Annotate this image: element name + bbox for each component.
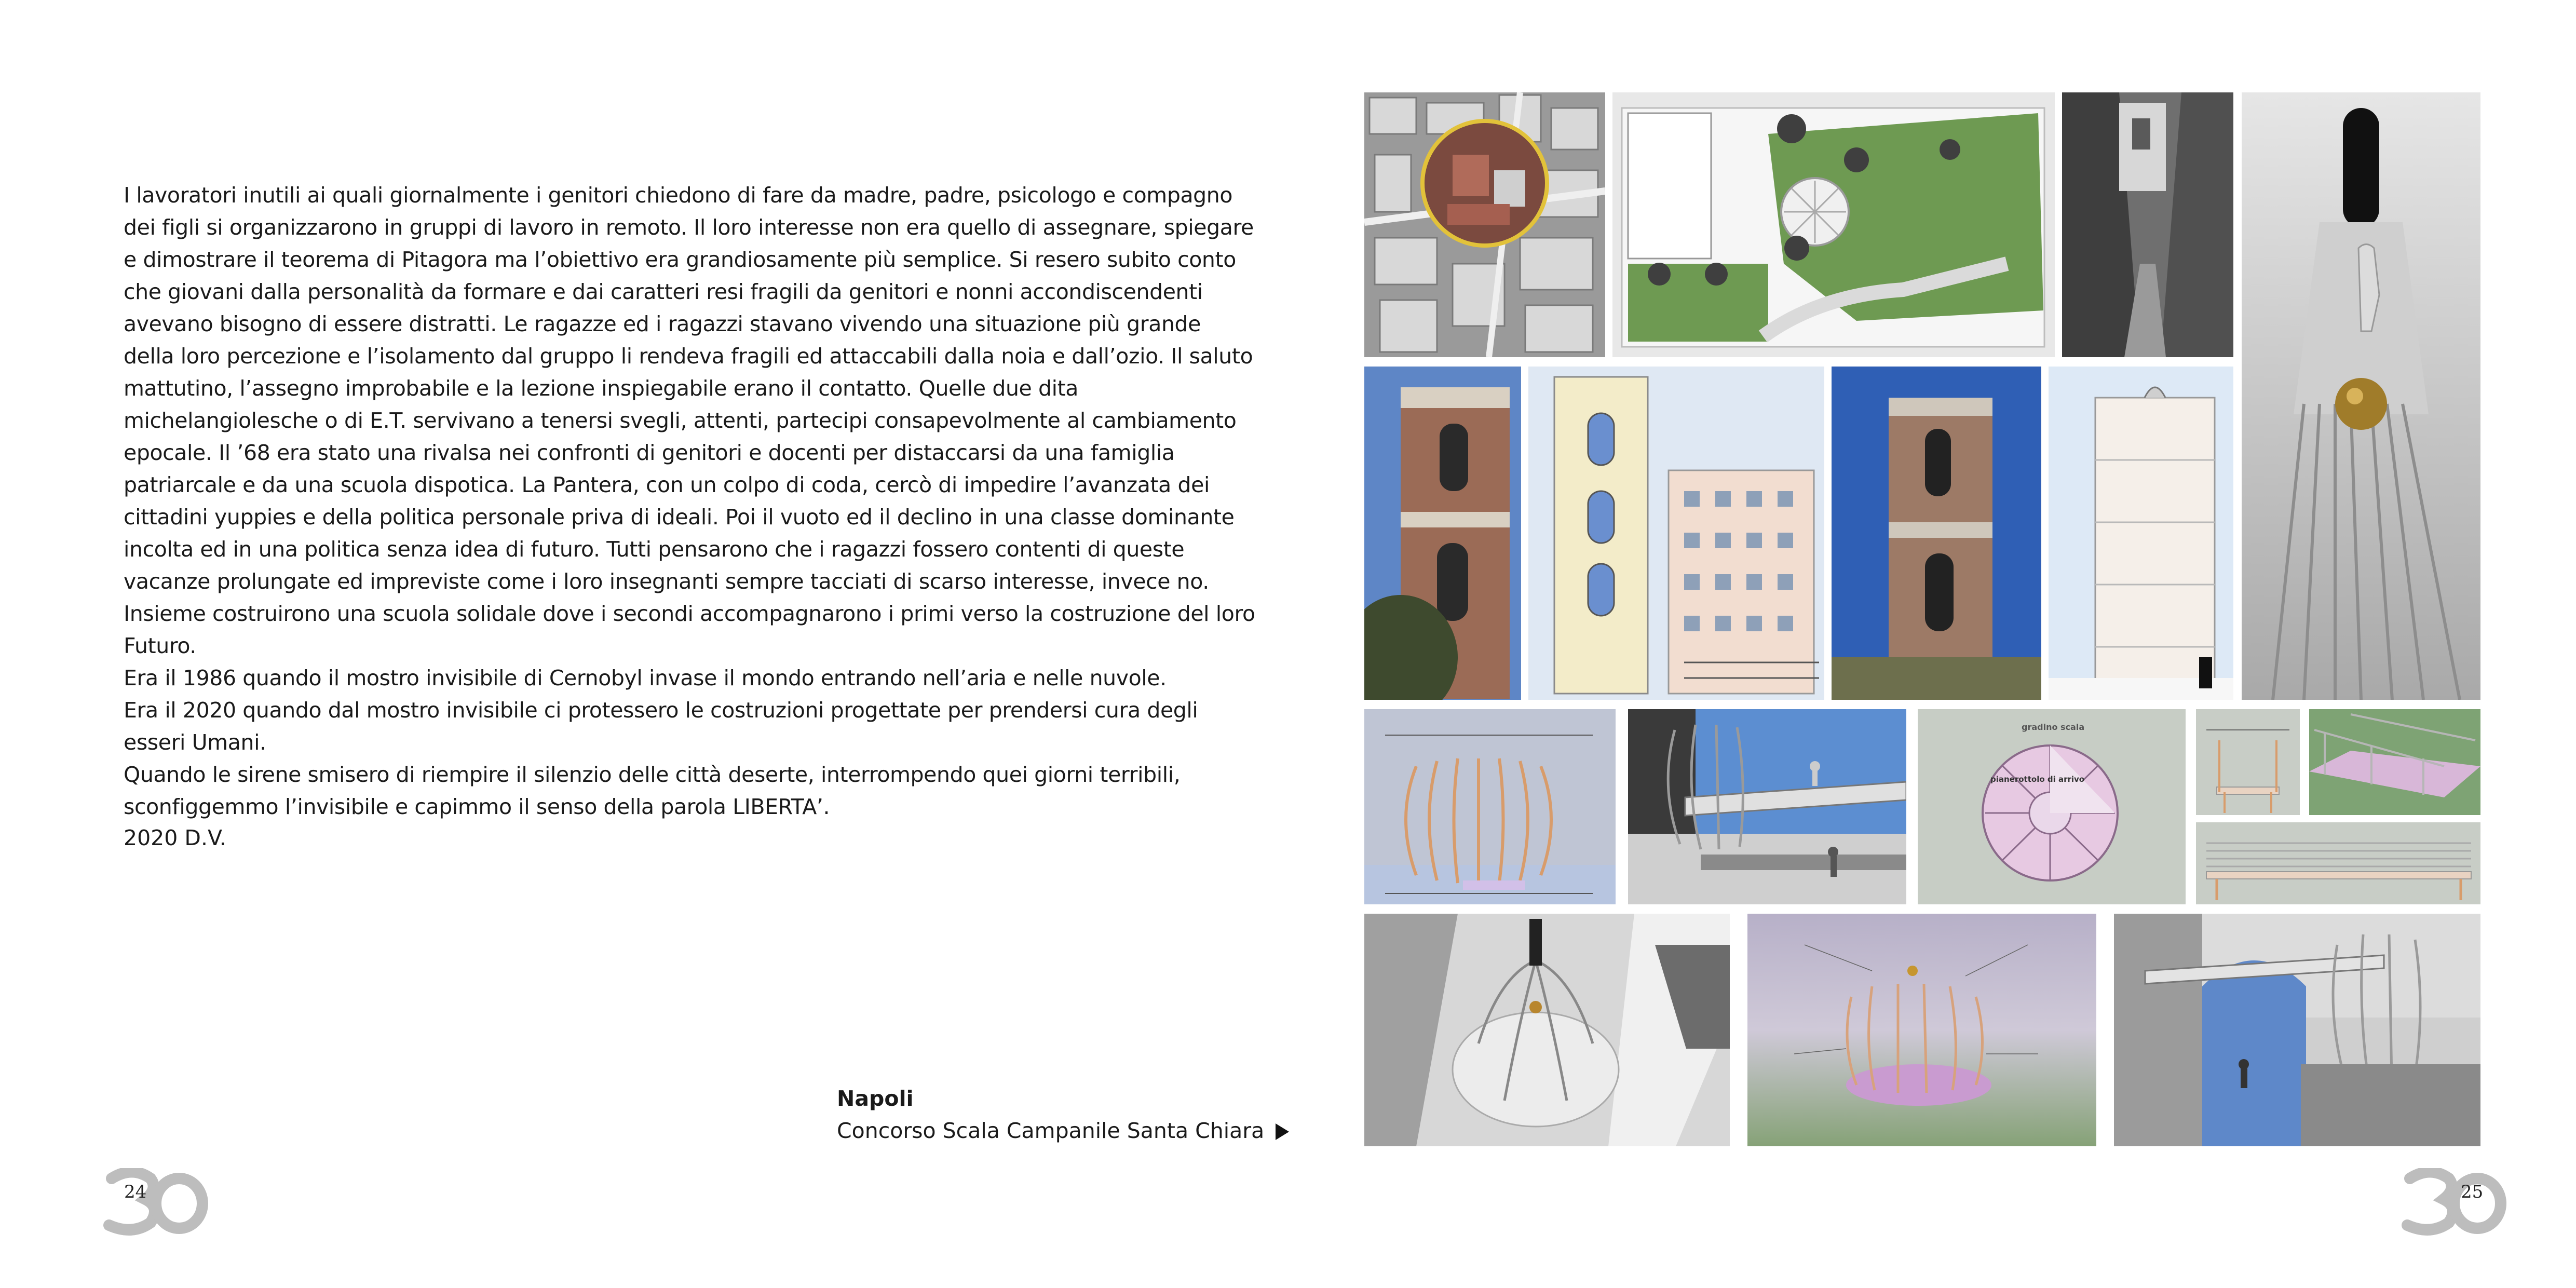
tower-model-elevation-image xyxy=(2049,367,2233,700)
signature: 2020 D.V. xyxy=(124,825,226,850)
aerial-map-image xyxy=(1364,92,1605,357)
annotated-render-image xyxy=(1747,914,2096,1146)
body-text xyxy=(124,179,1255,823)
tower-elevation-drawing xyxy=(1528,367,1824,700)
caption-project-line xyxy=(837,1115,1289,1147)
site-plan-image xyxy=(1612,92,2055,357)
page-number-right-text: 25 xyxy=(2461,1182,2484,1202)
tower-photo-2-image xyxy=(1832,367,2041,700)
bridge-section-drawing xyxy=(2196,709,2300,815)
courtyard-render-image xyxy=(2114,914,2480,1146)
paragraph-2: Era il 1986 quando il mostro invisibile di Cernobyl invase il mondo entrando nell’aria e nelle nuvole. xyxy=(124,666,1167,690)
plan-label-2: pianerottolo di arrivo xyxy=(1990,775,2085,784)
paragraph-3: Era il 2020 quando dal mostro invisibile ci protessero le costruzioni progettate per prendersi cura degli esseri Umani. xyxy=(124,698,1198,755)
cage-top-render-image xyxy=(1364,914,1730,1146)
stair-plan-drawing xyxy=(1918,709,2186,904)
project-caption xyxy=(837,1082,1289,1147)
caption-city: Napoli xyxy=(837,1086,914,1111)
plan-label-1: gradino scala xyxy=(2022,722,2085,732)
play-arrow-icon xyxy=(1276,1123,1289,1140)
bridge-perspective-drawing xyxy=(2309,709,2480,815)
bridge-elevation-drawing xyxy=(2196,822,2480,904)
page-number-left-text: 24 xyxy=(124,1182,147,1202)
bell-tower-photo-image xyxy=(1364,367,1521,700)
paragraph-4: Quando le sirene smisero di riempire il silenzio delle città deserte, interrompendo quei giorni terribili, sconfiggemmo l’invisibile e capimmo il senso della parola LIBERTA’. xyxy=(124,762,1181,819)
cage-section-drawing xyxy=(1364,709,1616,904)
caption-project: Concorso Scala Campanile Santa Chiara xyxy=(837,1118,1265,1143)
street-photo-image xyxy=(2062,92,2233,357)
staircase-render-image xyxy=(2242,92,2480,700)
thirty-logo-icon xyxy=(2399,1168,2509,1241)
thirty-logo-icon xyxy=(101,1168,210,1241)
paragraph-1: I lavoratori inutili ai quali giornalmente i genitori chiedono di fare da madre, padre, psicologo e compagno dei figli si organizzarono in gruppi di lavoro in remoto. Il loro interesse non era quello di assegnare, spiegare e dimostrare il teorema di Pitagora ma l’obiettivo era grandiosamente più semplice. Si resero subito conto che giovani dalla personalità da formare e dai caratteri resi fragili da genitori e nonni accondiscendenti avevano bisogno di essere distratti. Le ragazze ed i ragazzi stavano vivendo una situazione più grande della loro percezione e l’isolamento dal gruppo li rendeva fragili ed attaccabili dalla noia e dall’ozio. Il saluto mattutino, l’assegno improbabile e la lezione inspiegabile erano il contatto. Quelle due dita michelangiolesche o di E.T. servivano a tenersi svegli, attenti, partecipi consapevolmente al cambiamento epocale. Il ’68 era stato una rivalsa nei confronti di genitori e docenti per distaccarsi da una famiglia patriarcale e da una scuola dispotica. La Pantera, con un colpo di coda, cercò di impedire l’avanzata dei cittadini yuppies e della politica personale priva di ideali. Poi il vuoto ed il declino in una classe dominante incolta ed in una politica senza idea di futuro. Tutti pensarono che i ragazzi fossero contenti di queste vacanze prolungate ed impreviste come i loro insegnanti sempre tacciati di scarso interesse, invece no. Insieme costruirono una scuola solidale dove i secondi accompagnarono i primi verso la costruzione del loro Futuro. xyxy=(124,183,1255,658)
page-number-left xyxy=(101,1168,210,1241)
page-number-right xyxy=(2399,1168,2509,1241)
bridge-render-image xyxy=(1628,709,1906,904)
